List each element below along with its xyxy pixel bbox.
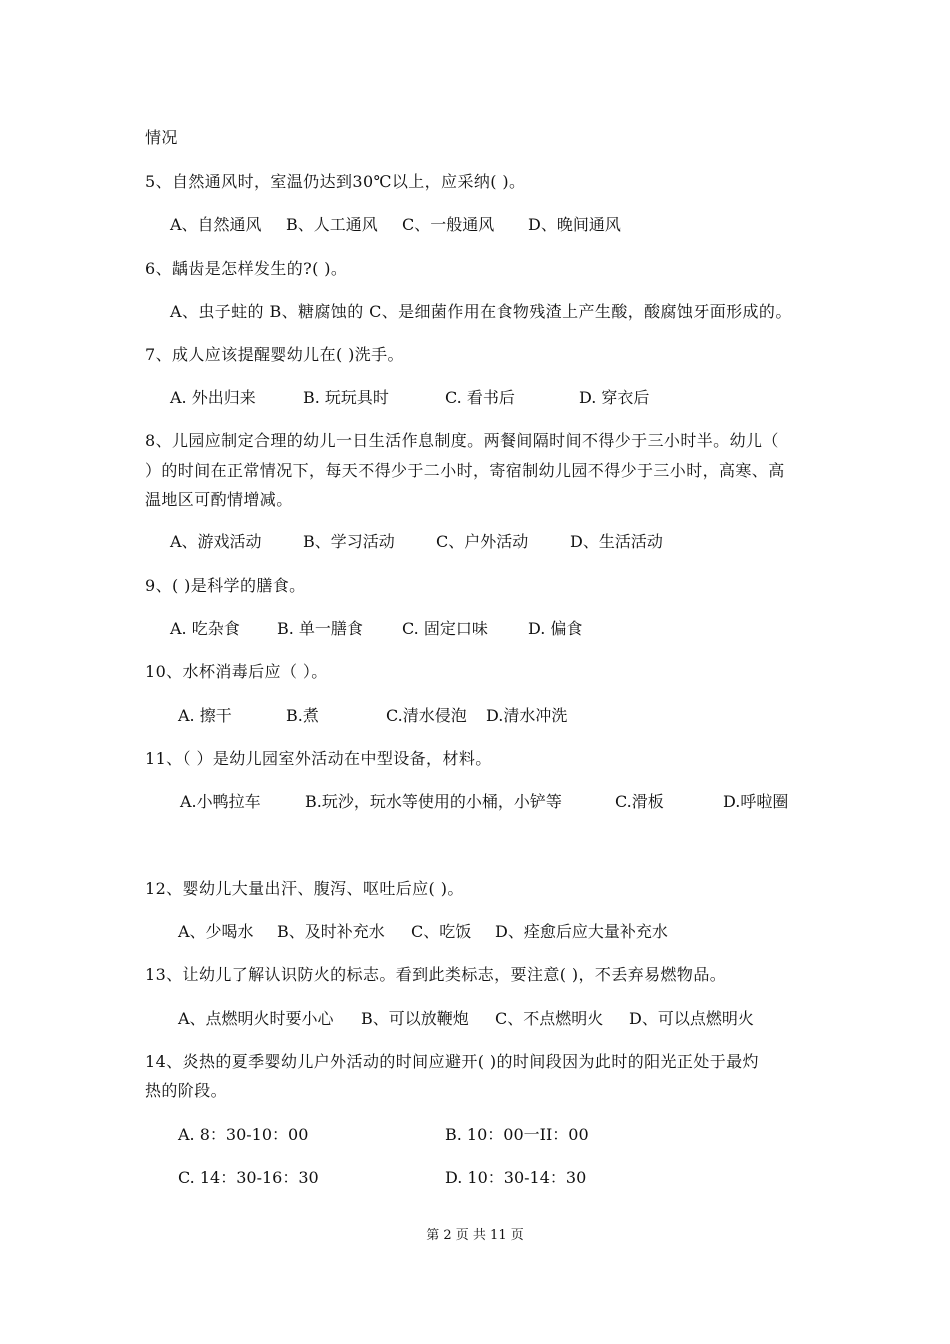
option-a: A. 擦干 bbox=[178, 706, 232, 725]
option-d: D.清水冲洗 bbox=[486, 706, 568, 725]
option-a: A、点燃明火时要小心 bbox=[178, 1009, 334, 1028]
option-a: A. 8：30-10：00 bbox=[178, 1125, 309, 1144]
option-b: B. 玩玩具时 bbox=[303, 388, 389, 407]
option-a: A. 吃杂食 bbox=[170, 619, 240, 638]
option-c: C. 固定口味 bbox=[402, 619, 488, 638]
option-a: A.小鸭拉车 bbox=[180, 792, 261, 811]
question-continuation: 情况 bbox=[145, 128, 178, 147]
question-8-line-2: ）的时间在正常情况下，每天不得少于二小时，寄宿制幼儿园不得少于三小时，高寒、高 bbox=[145, 461, 785, 480]
question-9: 9、( )是科学的膳食。 bbox=[145, 576, 306, 595]
option-a: A、游戏活动 bbox=[170, 532, 262, 551]
option-b: B、及时补充水 bbox=[277, 922, 385, 941]
question-8-line-1: 8、儿园应制定合理的幼儿一日生活作息制度。两餐间隔时间不得少于三小时半。幼儿（ bbox=[145, 431, 779, 450]
option-c: C. 看书后 bbox=[445, 388, 515, 407]
question-7: 7、成人应该提醒婴幼儿在( )洗手。 bbox=[145, 345, 404, 364]
question-14-line-2: 热的阶段。 bbox=[145, 1081, 228, 1100]
question-5: 5、自然通风时，室温仍达到30℃以上，应采纳( )。 bbox=[145, 172, 526, 191]
option-b: B、可以放鞭炮 bbox=[361, 1009, 469, 1028]
option-d: D、痊愈后应大量补充水 bbox=[495, 922, 668, 941]
option-c: C. 14：30-16：30 bbox=[178, 1168, 319, 1187]
option-a: A、少喝水 bbox=[178, 922, 254, 941]
option-c: C.滑板 bbox=[615, 792, 664, 811]
option-b: B.玩沙，玩水等使用的小桶，小铲等 bbox=[305, 792, 562, 811]
question-6: 6、龋齿是怎样发生的?( )。 bbox=[145, 259, 348, 278]
question-8-line-3: 温地区可酌情增减。 bbox=[145, 490, 293, 509]
option-c: C、户外活动 bbox=[436, 532, 529, 551]
option-b: B. 10：00一II：00 bbox=[445, 1125, 589, 1144]
option-b: B、人工通风 bbox=[286, 215, 378, 234]
question-11: 11、（ ）是幼儿园室外活动在中型设备，材料。 bbox=[145, 749, 492, 768]
question-10: 10、水杯消毒后应（ ）。 bbox=[145, 662, 328, 681]
option-d: D.呼啦圈 bbox=[723, 792, 789, 811]
question-6-options: A、虫子蛀的 B、糖腐蚀的 C、是细菌作用在食物残渣上产生酸，酸腐蚀牙面形成的。 bbox=[170, 302, 792, 321]
option-d: D、晚间通风 bbox=[528, 215, 621, 234]
question-14-line-1: 14、炎热的夏季婴幼儿户外活动的时间应避开( )的时间段因为此时的阳光正处于最灼 bbox=[145, 1052, 759, 1071]
option-d: D. 10：30-14：30 bbox=[445, 1168, 587, 1187]
option-b: B. 单一膳食 bbox=[277, 619, 363, 638]
option-d: D. 偏食 bbox=[528, 619, 583, 638]
option-a: A、自然通风 bbox=[170, 215, 262, 234]
question-13: 13、让幼儿了解认识防火的标志。看到此类标志，要注意( )，不丢弃易燃物品。 bbox=[145, 965, 727, 984]
option-d: D、可以点燃明火 bbox=[629, 1009, 754, 1028]
option-d: D. 穿衣后 bbox=[579, 388, 650, 407]
page-number-footer: 第 2 页 共 11 页 bbox=[426, 1228, 524, 1243]
option-a: A. 外出归来 bbox=[170, 388, 256, 407]
option-b: B.煮 bbox=[286, 706, 319, 725]
option-c: C、一般通风 bbox=[402, 215, 495, 234]
question-12: 12、婴幼儿大量出汗、腹泻、呕吐后应( )。 bbox=[145, 879, 464, 898]
option-d: D、生活活动 bbox=[570, 532, 663, 551]
option-c: C.清水侵泡 bbox=[386, 706, 467, 725]
option-c: C、吃饭 bbox=[411, 922, 472, 941]
option-b: B、学习活动 bbox=[303, 532, 395, 551]
option-c: C、不点燃明火 bbox=[495, 1009, 604, 1028]
